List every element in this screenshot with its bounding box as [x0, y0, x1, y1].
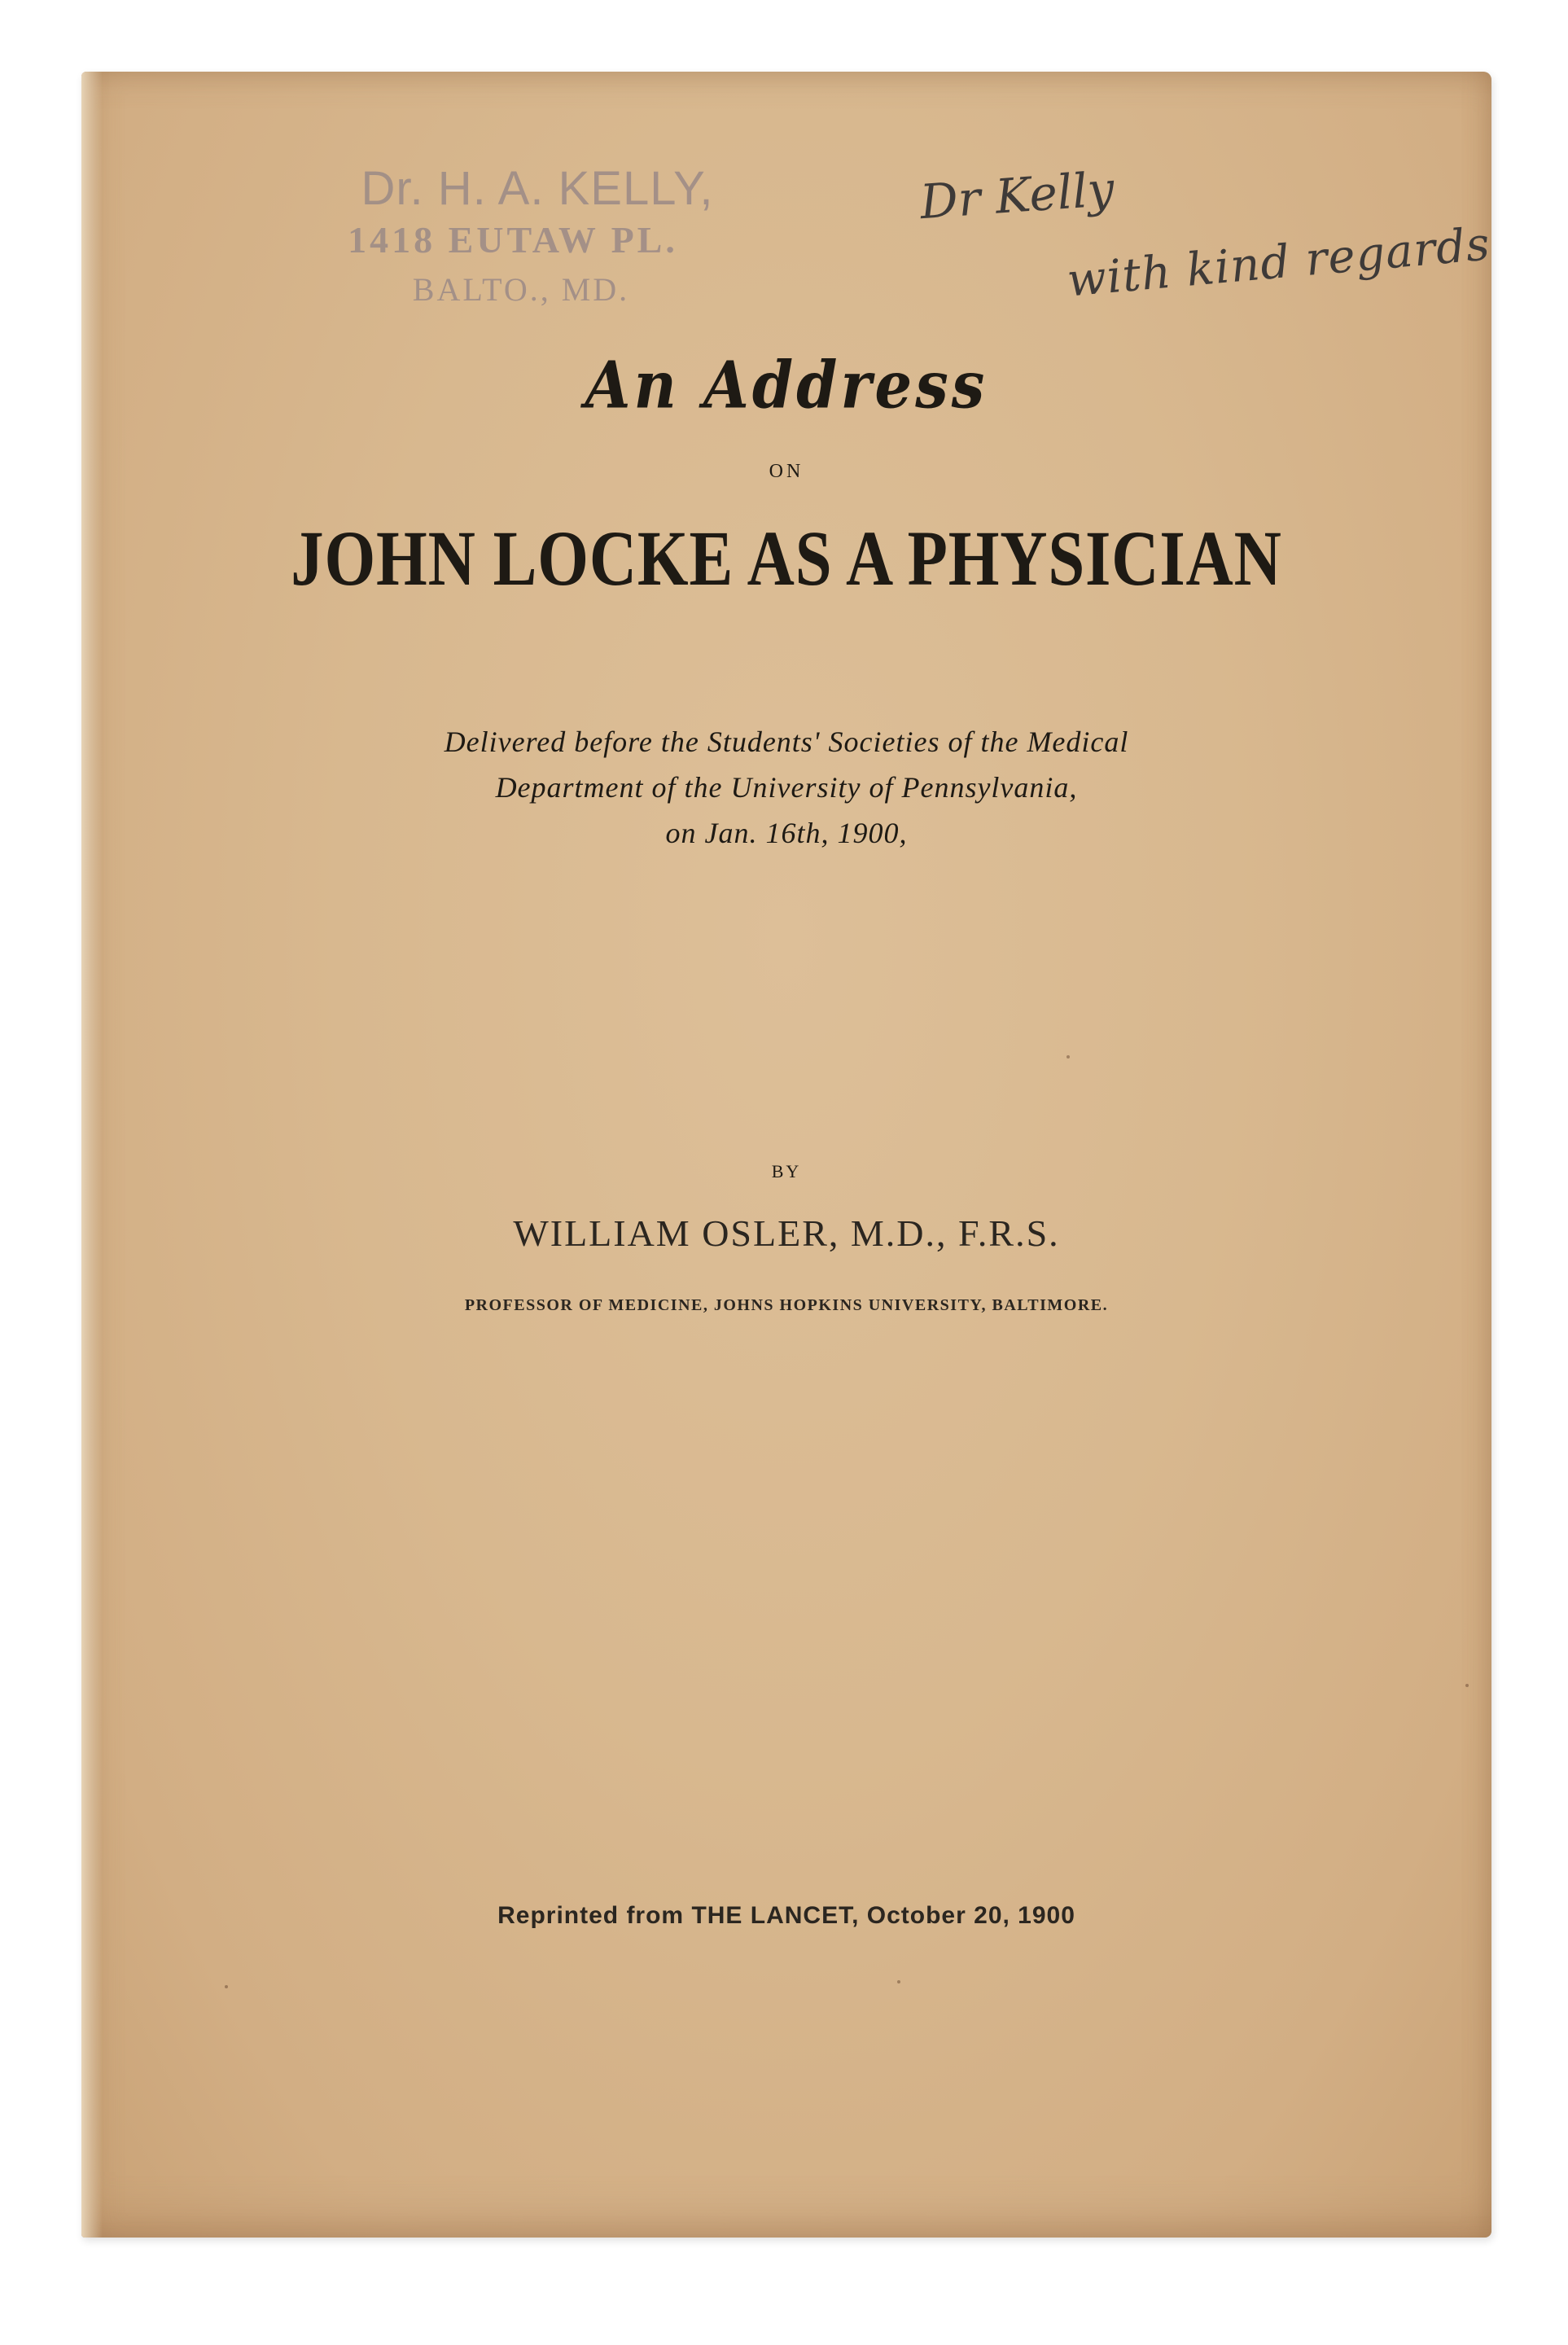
on-word: ON	[769, 461, 804, 482]
delivered-line-3: on Jan. 16th, 1900,	[665, 817, 908, 849]
paper-fleck	[1067, 1055, 1070, 1059]
paper-fleck	[1465, 1684, 1469, 1687]
by-word: BY	[771, 1161, 802, 1181]
inscription-line-1: Dr Kelly	[918, 160, 1116, 230]
delivered-line-2: Department of the University of Pennsylvania,	[495, 771, 1078, 804]
inscription-line-2: with kind regards	[1065, 217, 1493, 308]
stamp-line-1: Dr. H. A. KELLY,	[361, 162, 714, 215]
delivered-line-1: Delivered before the Students' Societies of the Medical	[444, 725, 1129, 758]
stamp-line-3: BALTO., MD.	[412, 271, 630, 308]
author-name: WILLIAM OSLER, M.D., F.R.S.	[513, 1212, 1060, 1254]
address-heading: An Address	[585, 346, 988, 423]
page-title: JOHN LOCKE AS A PHYSICIAN	[291, 515, 1282, 602]
author-affiliation: PROFESSOR OF MEDICINE, JOHNS HOPKINS UNIVERSITY, BALTIMORE.	[464, 1296, 1109, 1314]
reprint-notice: Reprinted from THE LANCET, October 20, 1900	[497, 1902, 1075, 1929]
paper-fleck	[225, 1985, 228, 1988]
paper-fleck	[897, 1980, 900, 1983]
stamp-line-2: 1418 EUTAW PL.	[348, 219, 678, 261]
